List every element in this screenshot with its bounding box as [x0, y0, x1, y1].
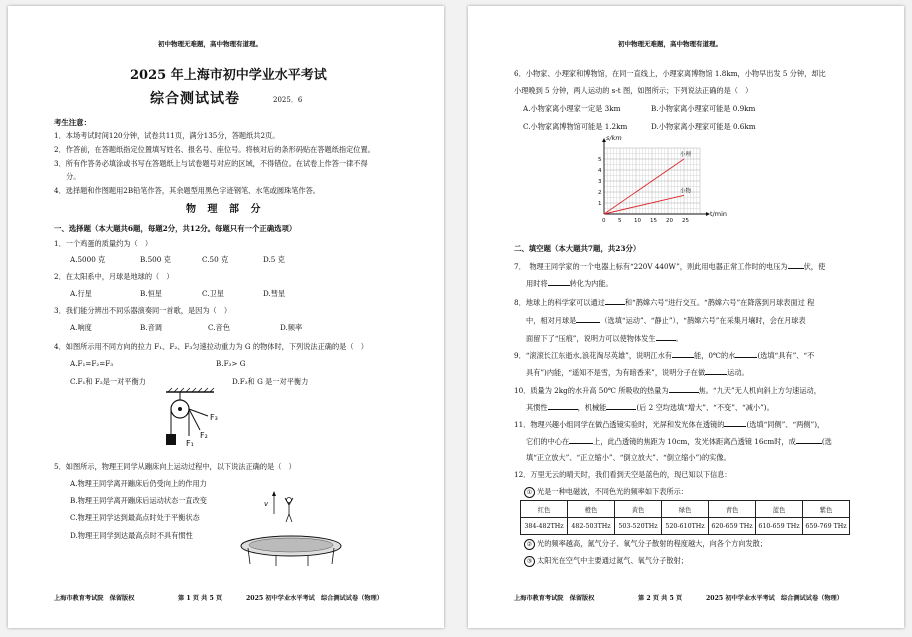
q11-text-e: (选 — [821, 437, 832, 446]
q10-blank-2[interactable] — [548, 402, 578, 410]
part2-heading: 二、填空题（本大题共7题，共23分） — [514, 244, 641, 253]
x-tick-label: 15 — [650, 218, 657, 224]
table-cell: 520-610THz — [662, 518, 709, 535]
q6-option-a: A.小物家离小理家一定是 3km — [523, 104, 621, 113]
q6-option-b: B.小物家离小理家可能是 0.9km — [651, 104, 756, 113]
q3-option-a: A.响度 — [70, 323, 92, 332]
q7-text-d: 转化为内能。 — [569, 279, 613, 288]
table-cell: 503-520THz — [615, 518, 662, 535]
q2-stem: 2．在太阳系中，月球是地球的（ ） — [54, 272, 174, 281]
q9-line1 — [514, 350, 814, 361]
y-axis-label: s/km — [606, 134, 622, 142]
q7-blank-2[interactable] — [548, 278, 570, 286]
q7-text-b: 伏，使 — [803, 262, 826, 271]
note-3: 3．所有作答务必填涂或书写在答题纸上与试卷题号对应的区域，不得错位。在试卷上作答一律不得 — [54, 159, 368, 168]
exam-page-2 — [468, 6, 904, 628]
q3-option-d: D.频率 — [280, 323, 303, 332]
q4-option-a: A.F₁=F₂=F₃ — [70, 359, 114, 368]
info-2-text: 光的频率越高，氮气分子、氧气分子散射的程度越大，向各个方向发散； — [537, 539, 768, 548]
q3-option-b: B.音调 — [140, 323, 162, 332]
q2-option-d: D.彗星 — [263, 289, 286, 298]
q11-text-d: 上，此凸透镜的焦距为 10cm，发光体距离凸透镜 16cm时，成 — [593, 437, 796, 446]
x-tick-label: 20 — [666, 218, 673, 224]
footer-left: 上海市教育考试院 保留版权 — [54, 595, 135, 602]
note-2: 2．作答前，在答题纸指定位置填写姓名、报名号、座位号。将核对后的条形码贴在答题纸指定位置。 — [54, 145, 375, 154]
y-tick-label: 5 — [598, 157, 602, 163]
q4-option-d: D.F₃和 G 是一对平衡力 — [232, 377, 309, 386]
q6-option-c: C.小物家离博物馆可能是 1.2km — [523, 122, 628, 131]
page-motto: 初中物理无难题，高中物理有道理。 — [158, 40, 262, 48]
force-label-f3: F₃ — [210, 413, 218, 422]
notes-heading: 考生注意： — [54, 118, 91, 127]
q4-stem: 4．如图所示用不同方向的拉力 F₁、F₂、F₃匀速拉动重力为 G 的物体时，下列说法正确的是（ ） — [54, 342, 368, 351]
q8-blank-3[interactable] — [656, 333, 676, 341]
q4-option-c: C.F₁和 F₂是一对平衡力 — [70, 377, 146, 386]
table-cell: 橙色 — [568, 501, 615, 518]
exam-page-1 — [8, 6, 444, 628]
q1-option-d: D.5 克 — [263, 255, 285, 264]
q11-blank-3[interactable] — [796, 436, 822, 444]
q9-text-d: 具有”)内能，“遥知不是雪，为有暗香来”，说明分子在做 — [526, 368, 706, 377]
table-row — [521, 501, 850, 518]
q8-blank-1[interactable] — [605, 297, 625, 305]
q7-text-a: 7． 物理王同学家的一个电器上标有“220V 440W”，则此用电器正常工作时的电压为 — [514, 262, 788, 271]
y-tick-label: 4 — [598, 168, 602, 174]
q8-text-d: （选填“运动”、“静止”），“鹊嫦六号”在采集月壤时，会在月球表 — [600, 316, 806, 325]
info-3-text: 太阳光在空气中主要通过氮气、氧气分子散射； — [537, 556, 688, 565]
q1-option-a: A.5000 克 — [70, 255, 106, 264]
q10-text-a: 10．质量为 2kg的水升高 50℃ 所吸收的热量为 — [514, 386, 669, 395]
table-row — [521, 518, 850, 535]
q8-text-e: 面留下了“压痕”，说明力可以使物体发生 — [526, 334, 656, 343]
q7-line1 — [514, 261, 825, 272]
q9-line2 — [526, 367, 749, 378]
q11-line1 — [514, 419, 824, 430]
q12-info-3 — [524, 556, 688, 567]
table-cell: 384-482THz — [521, 518, 568, 535]
y-tick-label: 3 — [598, 179, 602, 185]
q7-text-c: 用时将 — [526, 279, 548, 288]
x-tick-label: 5 — [618, 218, 622, 224]
note-1: 1．本场考试时间120分钟，试卷共11页，满分135分，答题纸共2页。 — [54, 131, 280, 140]
q11-line3: 填“正立放大”、“正立缩小”、“倒立放大”、“倒立缩小”)的实像。 — [526, 453, 731, 462]
q2-option-a: A.行星 — [70, 289, 92, 298]
x-axis-label: t/min — [710, 210, 727, 218]
table-cell: 659-769 THz — [803, 518, 850, 535]
s-t-chart — [588, 134, 727, 228]
q9-text-b: 能，0℃的水 — [693, 351, 736, 360]
exam-date: 2025．6 — [273, 96, 303, 104]
q7-line2 — [526, 278, 613, 289]
q8-line2 — [526, 315, 806, 326]
page-motto: 初中物理无难题，高中物理有道理。 — [618, 40, 722, 48]
q4-option-b: B.F₃> G — [216, 359, 246, 368]
table-cell: 绿色 — [662, 501, 709, 518]
info-1-text: 光是一种电磁波，不同色光的频率如下表所示： — [537, 487, 688, 496]
q12-stem: 12．万里无云的晴天时，我们看到天空是蓝色的，现已知以下信息： — [514, 470, 732, 479]
q12-info-1 — [524, 487, 688, 498]
footer-right: 2025 初中学业水平考试 综合测试试卷（物理） — [706, 595, 843, 602]
q9-text-a: 9．“滚滚长江东逝水,浪花淘尽英雄”，说明江水有 — [514, 351, 672, 360]
q9-blank-1[interactable] — [672, 350, 694, 358]
info-marker-3: ③ — [524, 556, 535, 567]
q6-option-d: D.小物家离小理家可能是 0.6km — [651, 122, 756, 131]
q1-option-c: C.50 克 — [202, 255, 229, 264]
note-4: 4．选择题和作图题用2B铅笔作答，其余题型用黑色字迹钢笔、水笔或圆珠笔作答。 — [54, 186, 320, 195]
footer-page: 第 1 页 共 5 页 — [178, 595, 223, 602]
q11-blank-1[interactable] — [724, 419, 746, 427]
table-cell: 蓝色 — [756, 501, 803, 518]
q11-text-b: (选填“同侧”、“两侧”)， — [746, 420, 825, 429]
y-tick-label: 1 — [598, 201, 602, 207]
q10-text-b: 焦。“九天”无人机向斜上方匀速运动， — [698, 386, 821, 395]
force-label-f2: F₂ — [200, 431, 208, 440]
series-label: 小物 — [680, 188, 692, 195]
info-marker-2: ② — [524, 539, 535, 550]
table-cell: 黄色 — [615, 501, 662, 518]
q10-line2 — [526, 402, 774, 413]
footer-left: 上海市教育考试院 保留版权 — [514, 595, 595, 602]
q5-option-b: B.物理王同学离开蹦床后运动状态一直改变 — [70, 496, 207, 505]
table-cell: 紫色 — [803, 501, 850, 518]
q11-blank-2[interactable] — [569, 436, 593, 444]
table-cell: 610-659 THz — [756, 518, 803, 535]
trampoline-figure — [236, 484, 366, 576]
series-label: 小理 — [680, 152, 692, 158]
footer-page: 第 2 页 共 5 页 — [638, 595, 683, 602]
table-cell: 青色 — [709, 501, 756, 518]
q5-option-d: D.物理王同学到达最高点时不具有惯性 — [70, 531, 193, 540]
info-marker-1: ① — [524, 487, 535, 498]
q7-blank-1[interactable] — [788, 261, 804, 269]
exam-title: 2025 年上海市初中学业水平考试 — [130, 68, 327, 83]
q2-option-b: B.恒星 — [140, 289, 162, 298]
color-frequency-table — [520, 500, 850, 535]
series-line — [604, 195, 684, 214]
q10-text-d: ，机械能 — [577, 403, 607, 412]
y-tick-label: 2 — [598, 190, 602, 196]
q3-option-c: C.音色 — [208, 323, 230, 332]
x-tick-label: 0 — [602, 218, 606, 224]
table-cell: 620-659 THz — [709, 518, 756, 535]
q10-blank-3[interactable] — [606, 402, 636, 410]
q9-text-c: (选填“具有”、“不 — [757, 351, 815, 360]
q8-blank-2[interactable] — [576, 315, 600, 323]
q8-line1 — [514, 297, 814, 308]
q5-stem: 5．如图所示，物理王同学从蹦床向上运动过程中，以下说法正确的是（ ） — [54, 462, 296, 471]
pulley-figure — [158, 388, 248, 450]
q3-stem: 3．我们能分辨出不同乐器演奏同一首歌，是因为（ ） — [54, 306, 232, 315]
q5-option-a: A.物理王同学离开蹦床后仍受向上的作用力 — [70, 479, 207, 488]
q11-text-c: 它们的中心在 — [526, 437, 570, 446]
q8-text-a: 8．地球上的科学家可以通过 — [514, 298, 605, 307]
q8-text-b: 和“鹊嫦六号”进行交互。“鹊嫦六号”在降落到月球表面过 程 — [624, 298, 815, 307]
q8-text-c: 中，相对月球是 — [526, 316, 577, 325]
x-tick-label: 10 — [634, 218, 641, 224]
part1-heading: 一、选择题（本大题共6题，每题2分，共12分。每题只有一个正确选项） — [54, 224, 297, 233]
q6-stem-line1: 6．小物家、小理家和博物馆，在同一直线上，小理家离博物馆 1.8km，小物早出发 5 分钟，却比 — [514, 69, 826, 78]
q11-line2 — [526, 436, 832, 447]
q10-line1 — [514, 385, 821, 396]
q10-text-c: 其惯性 — [526, 403, 548, 412]
q9-blank-3[interactable] — [705, 367, 727, 375]
q12-info-2 — [524, 539, 767, 550]
q10-text-e: (后 2 空均选填“增大”、“不变”、“减小”)。 — [636, 403, 774, 412]
q6-stem-line2: 小理晚到 5 分钟，两人运动的 s-t 图，如图所示；下列说法正确的是（ ） — [514, 86, 753, 95]
velocity-label: v — [264, 500, 269, 508]
q8-text-f: 。 — [675, 334, 683, 343]
q1-option-b: B.500 克 — [140, 255, 171, 264]
q11-text-a: 11．物理兴趣小组同学在做凸透镜实验时，光屏和发光体在透镜的 — [514, 420, 725, 429]
x-tick-label: 25 — [682, 218, 689, 224]
force-label-f1: F₁ — [186, 439, 194, 448]
q10-blank-1[interactable] — [669, 385, 699, 393]
exam-subtitle: 综合测试试卷 — [150, 91, 240, 107]
q2-option-c: C.卫星 — [202, 289, 224, 298]
note-3-cont: 分。 — [66, 172, 81, 181]
footer-right: 2025 初中学业水平考试 综合测试试卷（物理） — [246, 595, 383, 602]
table-cell: 红色 — [521, 501, 568, 518]
q8-line3 — [526, 333, 683, 344]
q1-stem: 1．一个鸡蛋的质量约为（ ） — [54, 239, 153, 248]
section-title: 物 理 部 分 — [186, 204, 265, 215]
table-cell: 482-503THz — [568, 518, 615, 535]
q9-blank-2[interactable] — [735, 350, 757, 358]
q5-option-c: C.物理王同学达到最高点时处于平衡状态 — [70, 513, 200, 522]
q9-text-e: 运动。 — [727, 368, 749, 377]
